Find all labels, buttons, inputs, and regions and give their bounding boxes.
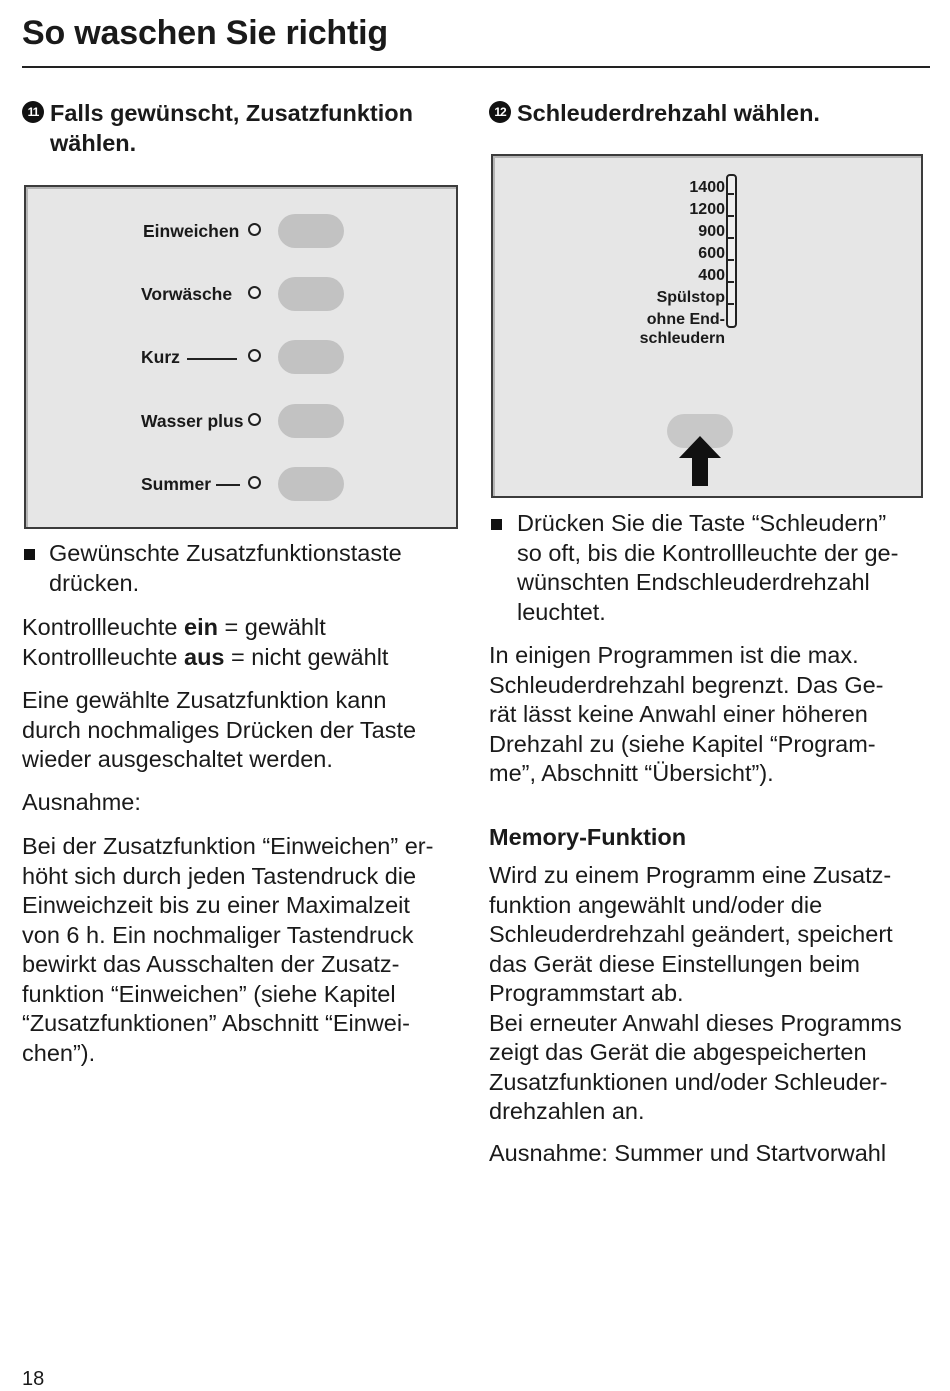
speed-label-1400: 1400	[689, 179, 725, 196]
bullet-instruction-spin: Drücken Sie die Taste “Schleudern” so oft, bis die Kontrollleuchte der ge- wünschten Endschleuderdrehzahl leuchtet.	[517, 510, 899, 625]
speed-label-group	[493, 174, 725, 354]
circled-number-icon: 12	[489, 101, 511, 123]
title-divider	[22, 66, 930, 68]
circled-number-icon: 11	[22, 101, 44, 123]
indicator-led-icon	[248, 413, 261, 426]
option-label-wasser-plus: Wasser plus	[141, 411, 244, 431]
speed-tick	[726, 281, 734, 283]
speed-label-ohne-end: ohne End-	[646, 311, 725, 328]
step-12-heading	[489, 98, 929, 130]
up-arrow-icon	[677, 434, 723, 488]
page-number: 18	[22, 1368, 45, 1390]
option-panel-illustration	[24, 185, 458, 529]
option-button-summer	[278, 467, 344, 501]
paragraph-deselect: Eine gewählte Zusatzfunktion kann durch nochmaliges Drücken der Taste wieder ausgeschaltet werden.	[22, 687, 417, 772]
status-legend	[22, 613, 462, 672]
option-label-einweichen: Einweichen	[143, 221, 240, 241]
option-label-summer: Summer	[141, 474, 212, 494]
step-12-heading-text: Schleuderdrehzahl wählen.	[517, 100, 820, 126]
speed-tick	[726, 193, 734, 195]
leader-line	[216, 484, 240, 486]
paragraph-exception: Bei der Zusatzfunktion “Einweichen” er- höht sich durch jeden Tastendruck die Einweichzeit bis zu einer Maximalzeit von 6 h. Ein nochmaliger Tastendruck bewirkt das Ausschalten der Zusatz- funktion “Einweichen” (siehe Kapitel “Zusatzfunktionen” Abschnitt “Einwei- chen”).	[22, 833, 434, 1066]
page-title: So waschen Sie richtig	[22, 14, 388, 52]
option-label-kurz: Kurz	[141, 347, 180, 367]
speed-tick	[726, 215, 734, 217]
memory-function-heading: Memory-Funktion	[489, 824, 687, 850]
option-button-wasser-plus	[278, 404, 344, 438]
status-off-line: Kontrollleuchte aus = nicht gewählt	[22, 643, 389, 670]
status-on-line: Kontrollleuchte ein = gewählt	[22, 614, 326, 640]
option-label-vorwaesche: Vorwäsche	[141, 284, 233, 304]
speed-label-spuelstop: Spülstop	[656, 289, 725, 306]
speed-label-1200: 1200	[689, 201, 725, 218]
memory-exception: Ausnahme: Summer und Startvorwahl	[489, 1140, 887, 1166]
indicator-led-icon	[248, 223, 261, 236]
square-bullet-icon	[491, 519, 502, 530]
indicator-led-icon	[248, 349, 261, 362]
step-11-heading	[22, 98, 462, 160]
speed-label-600: 600	[698, 245, 725, 262]
step-11-heading-line2: wählen.	[50, 130, 137, 156]
bullet-instruction: Gewünschte Zusatzfunktionstaste drücken.	[49, 540, 402, 596]
option-button-einweichen	[278, 214, 344, 248]
exception-label: Ausnahme:	[22, 789, 141, 815]
speed-label-900: 900	[698, 223, 725, 240]
leader-line	[187, 358, 237, 360]
option-button-vorwaesche	[278, 277, 344, 311]
step-11-heading-line1: Falls gewünscht, Zusatzfunktion	[50, 100, 413, 126]
speed-tick	[726, 303, 734, 305]
speed-label-schleudern: schleudern	[639, 330, 725, 347]
speed-label-400: 400	[698, 267, 725, 284]
spin-speed-panel-illustration	[491, 154, 923, 498]
indicator-led-icon	[248, 476, 261, 489]
paragraph-speed-limit: In einigen Programmen ist die max. Schleuderdrehzahl begrenzt. Das Ge- rät lässt keine Anwahl einer höheren Drehzahl zu (siehe Kapitel “Program- me”, Abschnitt “Übersicht”).	[489, 642, 884, 786]
paragraph-memory: Wird zu einem Programm eine Zusatz- funktion angewählt und/oder die Schleuderdrehzahl geändert, speichert das Gerät diese Einstellungen beim Programmstart ab. Bei erneuter Anwahl dieses Programms zeigt das Gerät die abgespeicherten Zusatzfunktionen und/oder Schleuder- drehzahlen an.	[489, 862, 902, 1124]
speed-tick	[726, 237, 734, 239]
speed-tick	[726, 259, 734, 261]
square-bullet-icon	[24, 549, 35, 560]
option-button-kurz	[278, 340, 344, 374]
indicator-led-icon	[248, 286, 261, 299]
speed-indicator-bar	[726, 174, 737, 328]
